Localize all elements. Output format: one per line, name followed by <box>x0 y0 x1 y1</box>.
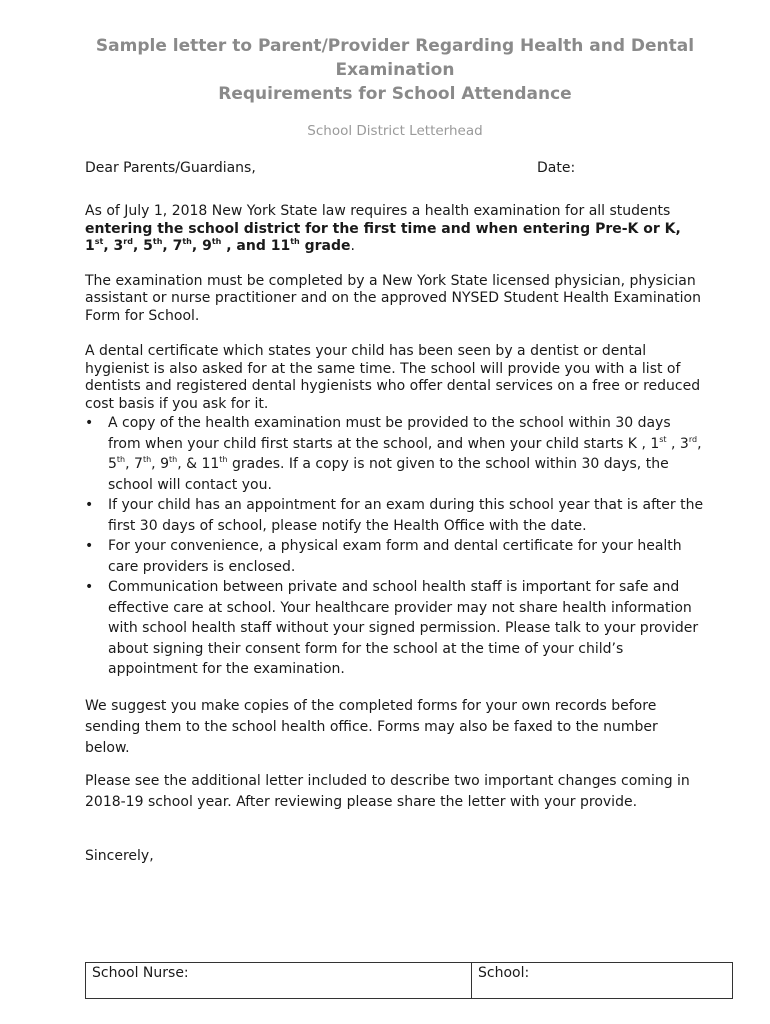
bullet-text: Communication between private and school health staff is important for safe and effective care at school. Your healthcare provider may not share health information with school health staff without your signed permission. Please talk to your provider about signing their consent form for the school at the time of your child’s appointment for the examination. <box>108 579 699 677</box>
sup-th: th <box>142 455 152 464</box>
sup-th: th <box>182 237 192 246</box>
bullet-text: For your convenience, a physical exam form and dental certificate for your health care providers is enclosed. <box>108 538 682 575</box>
intro-bold-7: , 7 <box>162 238 183 254</box>
bullet1-text-g: grades. If a copy is not given to the school within 30 days, the school will contact you. <box>108 456 669 493</box>
bullet1-text-a: A copy of the health examination must be provided to the school within 30 days from when your child first starts at the school, and when your child starts K , 1 <box>108 415 671 452</box>
bullet-list-2 <box>85 495 705 680</box>
bullet-text: If your child has an appointment for an exam during this school year that is after the first 30 days of school, please notify the Health Office with the date. <box>108 497 704 534</box>
letterhead-placeholder: School District Letterhead <box>307 123 483 139</box>
signoff: Sincerely, <box>85 847 154 864</box>
bullet1-text-f: , & 11 <box>177 456 220 472</box>
list-item <box>85 495 705 536</box>
table-row <box>86 963 733 999</box>
bullet1-text-c: , 5 <box>108 435 702 472</box>
intro-bold-a: entering the school district for the first time and when entering Pre-K or K, 1 <box>85 220 681 254</box>
additional-letter-paragraph: Please see the additional letter included to describe two important changes coming in 2018-19 school year. After reviewing please share the letter with your provide. <box>85 772 690 810</box>
dental-paragraph: A dental certificate which states your child has been seen by a dentist or dental hygienist is also asked for at the same time. The school will provide you with a list of dentists and registered dental hygienists who offer dental services on a free or reduced cost basis if you ask for it. <box>85 343 701 412</box>
school-field: School: <box>472 963 733 999</box>
bullet1-text-e: , 9 <box>151 456 169 472</box>
copies-paragraph: We suggest you make copies of the completed forms for your own records before sending them to the school health office. Forms may also be faxed to the number below. <box>85 697 658 756</box>
date-label: Date: <box>537 160 576 176</box>
bullet-dot: • <box>85 497 94 513</box>
sup-th: th <box>219 455 228 464</box>
intro-paragraph <box>85 203 705 256</box>
title-line-2: Requirements for School Attendance <box>218 84 572 104</box>
intro-end: . <box>350 238 355 254</box>
bullet1-text-b: , 3 <box>666 435 689 452</box>
bullet-dot: • <box>85 538 94 554</box>
bullet-dot: • <box>85 579 94 595</box>
signature-table <box>85 962 733 999</box>
sup-st: st <box>94 237 104 246</box>
sup-rd: rd <box>688 434 698 444</box>
sup-th: th <box>168 455 178 464</box>
salutation: Dear Parents/Guardians, <box>85 160 256 176</box>
bullet-dot: • <box>85 415 94 431</box>
letter-page <box>85 34 705 866</box>
intro-bold-9: , 9 <box>191 238 212 254</box>
intro-bold-3: , 3 <box>103 238 124 254</box>
sup-rd: rd <box>123 237 133 246</box>
exam-paragraph: The examination must be completed by a New York State licensed physician, physician assistant or nurse practitioner and on the approved NYSED Student Health Examination Form for School. <box>85 272 701 324</box>
list-item <box>85 413 705 495</box>
intro-bold-11: , and 11 <box>221 238 291 254</box>
list-item <box>85 536 705 577</box>
intro-bold-5: , 5 <box>132 238 153 254</box>
greeting-row <box>85 158 705 178</box>
bullet-list-1 <box>85 413 705 495</box>
sup-st: st <box>659 434 667 444</box>
list-item <box>85 577 705 680</box>
intro-bold-grade: grade <box>299 238 351 254</box>
title-line-1: Sample letter to Parent/Provider Regarding Health and Dental Examination <box>95 36 695 80</box>
intro-lead: As of July 1, 2018 New York State law requires a health examination for all students <box>85 203 671 219</box>
sup-th: th <box>211 237 222 246</box>
intro-bold <box>85 221 681 255</box>
school-nurse-field: School Nurse: <box>86 963 472 999</box>
letter-title <box>75 34 715 106</box>
sup-th: th <box>152 237 163 246</box>
sup-th: th <box>116 455 126 464</box>
bullet1-text-d: , 7 <box>125 456 143 472</box>
sup-th: th <box>290 237 300 246</box>
